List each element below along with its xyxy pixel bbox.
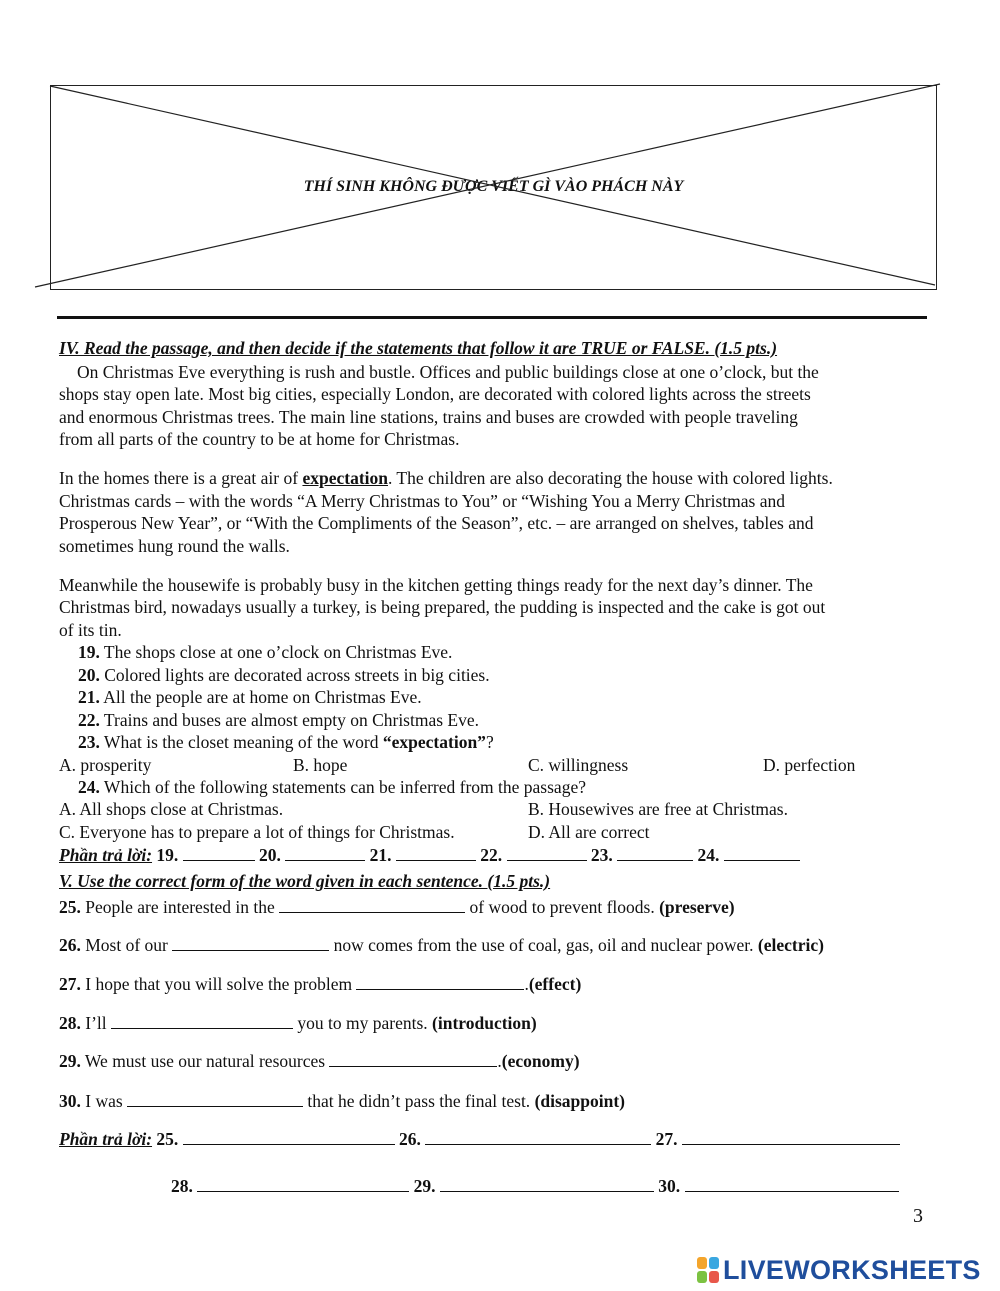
question-text: What is the closet meaning of the word [99,732,383,752]
answer-number: 20. [259,845,281,865]
header-box-notice: THÍ SINH KHÔNG ĐƯỢC VIẾT GÌ VÀO PHÁCH NÀY [303,178,684,195]
answer-row-v-1 [59,1128,900,1150]
item-root-word: (electric) [757,935,824,955]
statement-text: Trains and buses are almost empty on Christmas Eve. [99,710,480,730]
para3-line: Christmas bird, nowadays usually a turkey, is being prepared, the pudding is inspected and the cake is got out [59,597,826,617]
item-text: you to my parents. [293,1013,433,1033]
para2-line [59,467,833,489]
q24-option-a: A. All shops close at Christmas. [59,799,284,819]
question-number: 24. [78,777,100,797]
answer-number: 30. [658,1176,681,1196]
item-text: now comes from the use of coal, gas, oil and nuclear power. [329,935,758,955]
q23-option-c: C. willingness [528,755,629,775]
item-text: We must use our natural resources [80,1051,330,1071]
question-text: Which of the following statements can be inferred from the passage? [99,777,586,797]
word-form-item-27 [59,973,581,995]
para2-prefix: In the homes there is a great air of [59,468,303,488]
answer-blank-22[interactable] [507,844,587,861]
answer-blank-21[interactable] [396,844,476,861]
item-number: 30. [59,1091,81,1111]
para3-line: Meanwhile the housewife is probably busy in the kitchen getting things ready for the next day’s dinner. The [59,575,813,595]
statement-number: 20. [78,665,100,685]
logo-square [709,1257,719,1269]
item-text: that he didn’t pass the final test. [303,1091,535,1111]
q24-option-c: C. Everyone has to prepare a lot of things for Christmas. [59,822,455,842]
answer-blank-24[interactable] [724,844,800,861]
item-blank-30[interactable] [127,1090,303,1107]
answer-number: 23. [590,845,613,865]
para1-line: from all parts of the country to be at home for Christmas. [59,429,460,449]
question-number: 23. [78,732,100,752]
statement-text: The shops close at one o’clock on Christmas Eve. [99,642,453,662]
q23-option-a: A. prosperity [59,755,152,775]
keyword-expectation: expectation [302,468,388,488]
para2-line: sometimes hung round the walls. [59,536,290,556]
item-text: I’ll [80,1013,112,1033]
section-iv-title: IV. Read the passage, and then decide if the statements that follow it are TRUE or FALSE. (1.5 pts.) [59,338,778,358]
answer-blank-19[interactable] [183,844,255,861]
answer-blank-25[interactable] [183,1128,395,1145]
item-number: 27. [59,974,81,994]
item-text: I hope that you will solve the problem [80,974,357,994]
answer-row-iv [59,844,800,866]
statement-19 [78,641,452,663]
item-blank-27[interactable] [356,973,524,990]
para2-suffix: . The children are also decorating the house with colored lights. [388,468,833,488]
section-v-title: V. Use the correct form of the word given in each sentence. (1.5 pts.) [59,871,551,891]
cross-out-lines [0,0,1000,300]
question-keyword: “expectation” [382,732,486,752]
statement-22 [78,709,479,731]
statement-21 [78,686,422,708]
question-23 [78,731,494,753]
liveworksheets-logo [697,1253,981,1287]
para1-line: and enormous Christmas trees. The main line stations, trains and buses are crowded with people traveling [59,407,798,427]
liveworksheets-logo-icon [697,1257,719,1283]
item-blank-26[interactable] [172,934,329,951]
logo-square [697,1271,707,1283]
item-text: . [497,1051,502,1071]
logo-square [709,1271,719,1283]
para1-line: On Christmas Eve everything is rush and bustle. Offices and public buildings close at one o’clock, but the [77,362,819,382]
para3-line: of its tin. [59,620,122,640]
item-number: 29. [59,1051,81,1071]
para2-line: Prosperous New Year”, or “With the Compliments of the Season”, etc. – are arranged on shelves, tables and [59,513,814,533]
logo-square [697,1257,707,1269]
item-number: 25. [59,897,81,917]
word-form-item-26 [59,934,824,956]
answer-number: 19. [156,845,179,865]
item-number: 26. [59,935,81,955]
item-blank-25[interactable] [279,896,465,913]
question-24 [78,776,586,798]
para2-line: Christmas cards – with the words “A Merry Christmas to You” or “Wishing You a Merry Christmas and [59,491,785,511]
answer-blank-30[interactable] [685,1175,899,1192]
question-text-end: ? [485,732,494,752]
answer-number: 22. [480,845,503,865]
statement-number: 21. [78,687,100,707]
item-text: People are interested in the [80,897,280,917]
section-divider [57,316,927,319]
answer-number: 21. [369,845,392,865]
statement-text: Colored lights are decorated across streets in big cities. [99,665,490,685]
word-form-item-28 [59,1012,537,1034]
answer-row-v-2 [171,1175,899,1197]
answer-blank-26[interactable] [425,1128,651,1145]
answer-number: 26. [399,1129,421,1149]
item-root-word: (preserve) [659,897,735,917]
answer-label: Phần trả lời: [59,845,153,865]
item-number: 28. [59,1013,81,1033]
q24-option-d: D. All are correct [528,822,650,842]
word-form-item-25 [59,896,735,918]
item-root-word: (introduction) [432,1013,537,1033]
word-form-item-29 [59,1050,580,1072]
answer-number: 29. [413,1176,436,1196]
page-number: 3 [913,1205,923,1227]
statement-text: All the people are at home on Christmas Eve. [99,687,422,707]
q23-option-b: B. hope [293,755,348,775]
answer-label: Phần trả lời: [59,1129,153,1149]
answer-blank-27[interactable] [682,1128,900,1145]
q24-option-b: B. Housewives are free at Christmas. [528,799,788,819]
answer-blank-28[interactable] [197,1175,409,1192]
answer-number: 24. [697,845,720,865]
answer-blank-29[interactable] [440,1175,654,1192]
statement-number: 22. [78,710,100,730]
item-blank-28[interactable] [111,1012,293,1029]
word-form-item-30 [59,1090,625,1112]
statement-20 [78,664,490,686]
item-root-word: (effect) [528,974,582,994]
item-text: . [524,974,529,994]
item-root-word: (disappoint) [534,1091,626,1111]
answer-number: 28. [171,1176,193,1196]
para1-line: shops stay open late. Most big cities, especially London, are decorated with colored lights across the streets [59,384,811,404]
answer-number: 27. [655,1129,678,1149]
item-blank-29[interactable] [329,1050,497,1067]
statement-number: 19. [78,642,100,662]
item-text: of wood to prevent floods. [465,897,660,917]
answer-blank-20[interactable] [285,844,365,861]
logo-wordmark: LIVEWORKSHEETS [723,1254,981,1285]
item-text: Most of our [80,935,173,955]
q23-option-d: D. perfection [763,755,856,775]
item-root-word: (economy) [501,1051,580,1071]
answer-blank-23[interactable] [617,844,693,861]
answer-number: 25. [156,1129,179,1149]
item-text: I was [80,1091,128,1111]
